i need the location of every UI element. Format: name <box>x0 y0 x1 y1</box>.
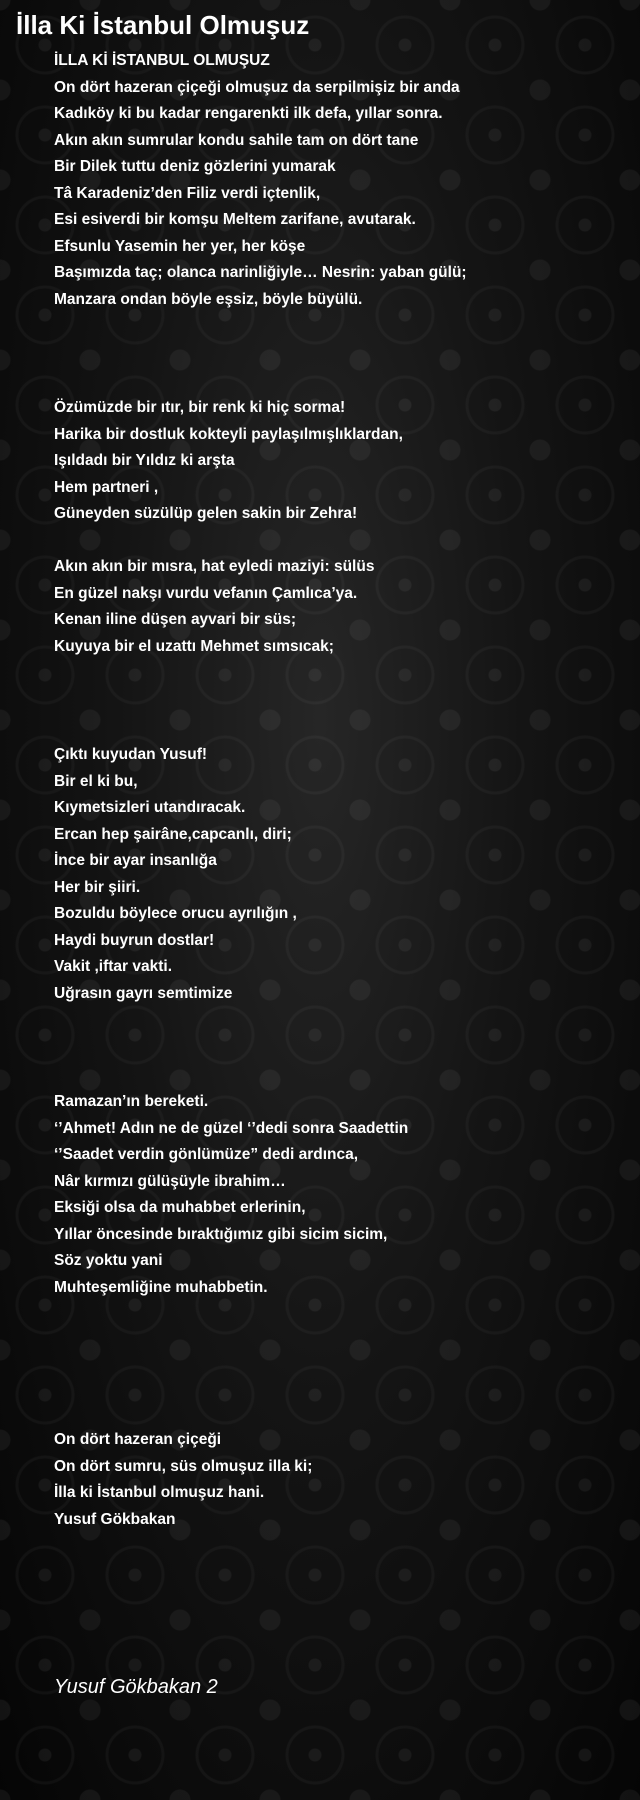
poem-line: Ramazan’ın bereketi. <box>54 1093 209 1110</box>
poem-line: On dört hazeran çiçeği olmuşuz da serpilmişiz bir anda <box>54 78 460 96</box>
poem-line: Harika bir dostluk kokteyli paylaşılmışlıklardan, <box>54 425 403 443</box>
poem-line: Haydi buyrun dostlar! <box>54 931 215 949</box>
poem-signature: Yusuf Gökbakan <box>54 1510 176 1528</box>
poem-line: Kadıköy ki bu kadar rengarenkti ilk defa, yıllar sonra. <box>54 105 443 122</box>
poem-body <box>54 48 624 1533</box>
poem-line: Kenan iline düşen ayvari bir süs; <box>54 611 297 628</box>
poem-line: Manzara ondan böyle eşsiz, böyle büyülü. <box>54 290 363 308</box>
poem-line: Ercan hep şairâne,capcanlı, diri; <box>54 825 292 843</box>
poem-line: Tâ Karadeniz’den Filiz verdi içtenlik, <box>54 184 321 202</box>
poem-line: Kıymetsizleri utandıracak. <box>54 799 246 816</box>
poem-line: Muhteşemliğine muhabbetin. <box>54 1278 268 1296</box>
poem-line: ‘’Ahmet! Adın ne de güzel ‘’dedi sonra Saadettin <box>54 1119 409 1137</box>
poem-line: Yıllar öncesinde bıraktığımız gibi sicim sicim, <box>54 1225 388 1243</box>
poem-line: İlla ki İstanbul olmuşuz hani. <box>54 1484 265 1501</box>
poem-line: Efsunlu Yasemin her yer, her köşe <box>54 237 306 255</box>
poem-line: Vakit ,iftar vakti. <box>54 958 173 975</box>
stanza-3 <box>54 554 624 660</box>
poem-line: Her bir şiiri. <box>54 878 141 896</box>
poem-line: Bir el ki bu, <box>54 772 138 790</box>
stanza-gap <box>54 313 624 395</box>
stanza-gap <box>54 660 624 742</box>
poem-line: Eksiği olsa da muhabbet erlerinin, <box>54 1199 306 1216</box>
poem-line: Güneyden süzülüp gelen sakin bir Zehra! <box>54 505 358 522</box>
poem-line: Söz yoktu yani <box>54 1252 163 1269</box>
poem-line: Özümüzde bir ıtır, bir renk ki hiç sorma! <box>54 399 346 416</box>
stanza-gap <box>54 1301 624 1427</box>
poem-line: En güzel nakşı vurdu vefanın Çamlıca’ya. <box>54 584 358 602</box>
poem-line: On dört sumru, süs olmuşuz illa ki; <box>54 1457 313 1475</box>
poem-title: İlla Ki İstanbul Olmuşuz <box>16 10 310 40</box>
poem-line: İnce bir ayar insanlığa <box>54 852 217 869</box>
poem-line: Kuyuya bir el uzattı Mehmet sımsıcak; <box>54 637 334 655</box>
author-footer: Yusuf Gökbakan 2 <box>54 1676 218 1698</box>
poem-line: Bir Dilek tuttu deniz gözlerini yumarak <box>54 158 336 175</box>
poem-line: Işıldadı bir Yıldız ki arşta <box>54 452 235 469</box>
poem-line: Başımızda taç; olanca narinliğiyle… Nesrin: yaban gülü; <box>54 264 467 281</box>
poem-line: Bozuldu böylece orucu ayrılığın , <box>54 905 297 922</box>
poem-line: Akın akın bir mısra, hat eyledi maziyi: sülüs <box>54 558 375 575</box>
stanza-5 <box>54 1089 624 1301</box>
poem-line: Esi esiverdi bir komşu Meltem zarifane, avutarak. <box>54 211 416 228</box>
stanza-gap <box>54 1007 624 1089</box>
stanza-2 <box>54 395 624 528</box>
poem-line: İLLA Kİ İSTANBUL OLMUŞUZ <box>54 52 270 69</box>
poem-line: On dört hazeran çiçeği <box>54 1431 222 1448</box>
stanza-4 <box>54 742 624 1007</box>
poem-line: Çıktı kuyudan Yusuf! <box>54 746 208 763</box>
stanza-1 <box>54 48 624 313</box>
poem-line: Uğrasın gayrı semtimize <box>54 984 233 1002</box>
poem-line: ‘’Saadet verdin gönlümüze” dedi ardınca, <box>54 1146 359 1163</box>
poem-line: Nâr kırmızı gülüşüyle ibrahim… <box>54 1172 286 1190</box>
poem-line: Akın akın sumrular kondu sahile tam on dört tane <box>54 131 419 149</box>
stanza-6 <box>54 1427 624 1533</box>
poem-line: Hem partneri , <box>54 478 159 496</box>
stanza-gap <box>54 528 624 555</box>
